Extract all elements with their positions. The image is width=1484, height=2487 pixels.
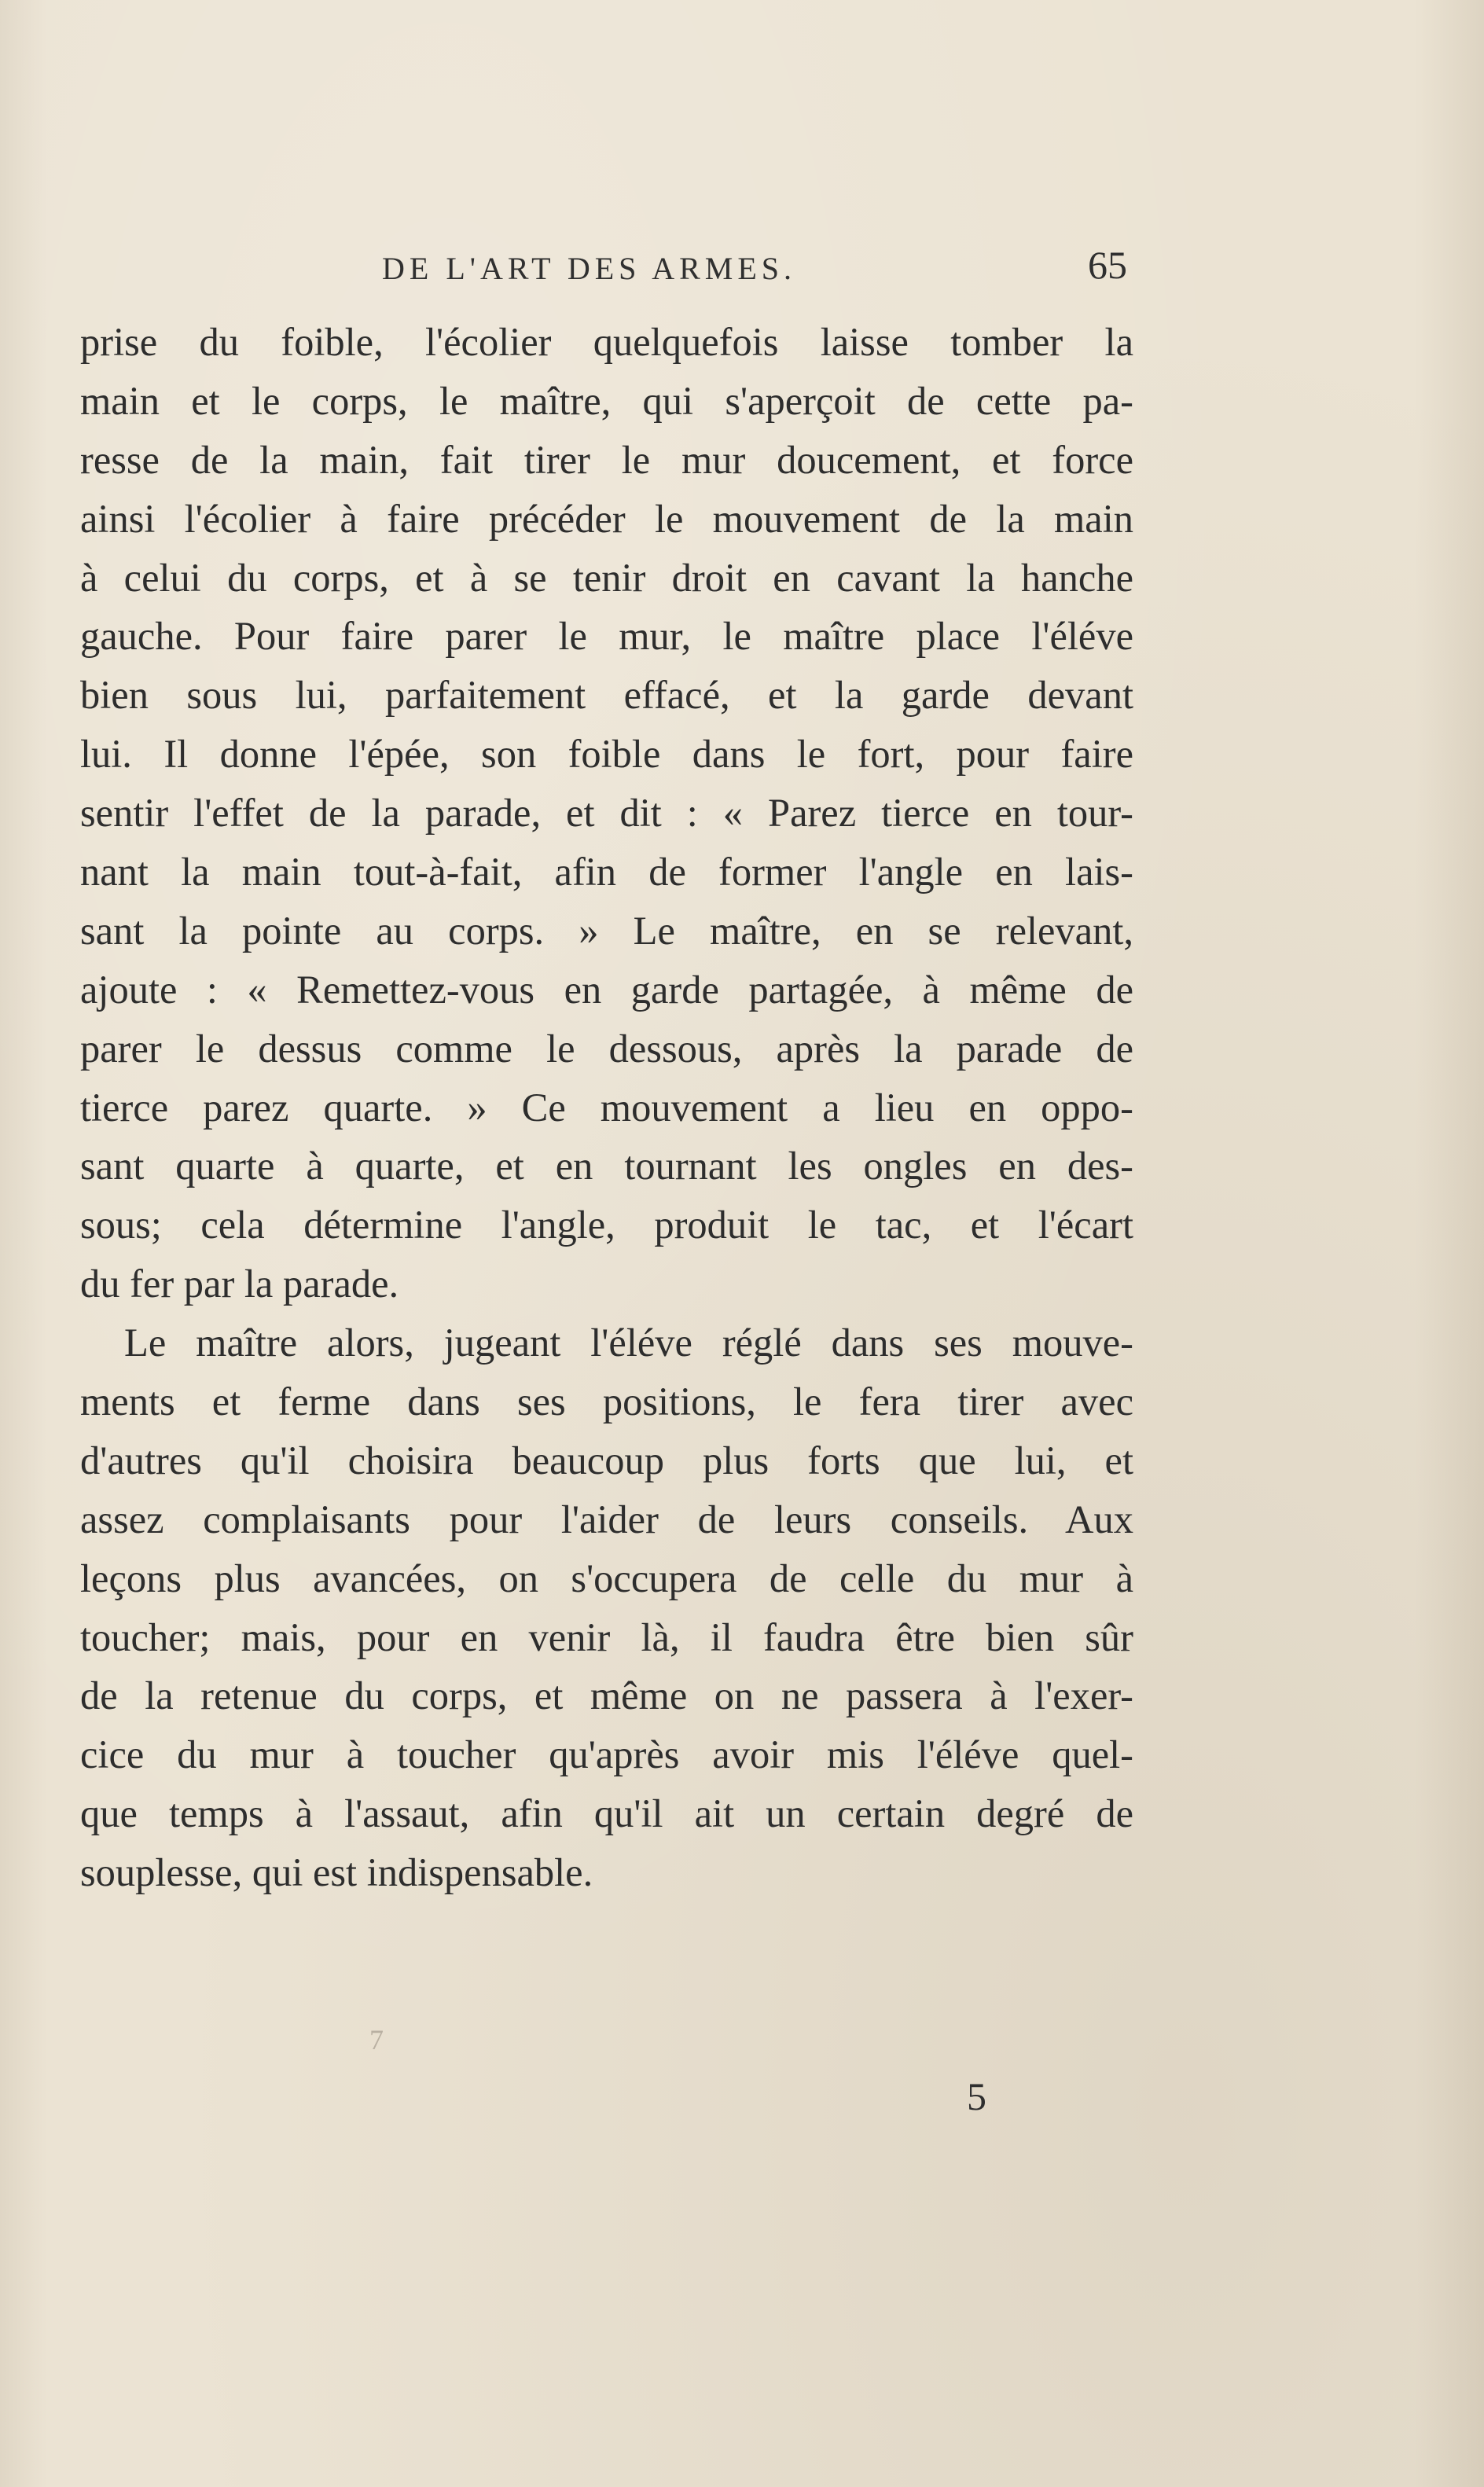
text-line: toucher; mais, pour en venir là, il faudra être bien sûr xyxy=(80,1615,1133,1659)
signature-mark: 5 xyxy=(967,2074,986,2118)
text-line: parer le dessus comme le dessous, après la parade de xyxy=(80,1026,1133,1071)
text-line: ments et ferme dans ses positions, le fera tirer avec xyxy=(80,1379,1133,1424)
text-line: de la retenue du corps, et même on ne passera à l'exer- xyxy=(80,1673,1133,1718)
text-line: leçons plus avancées, on s'occupera de celle du mur à xyxy=(80,1556,1133,1600)
text-line: sentir l'effet de la parade, et dit : « Parez tierce en tour- xyxy=(80,791,1133,836)
text-line: main et le corps, le maître, qui s'aperçoit de cette pa- xyxy=(80,378,1133,423)
paragraph-end-line: souplesse, qui est indispensable. xyxy=(80,1850,593,1895)
text-line: ainsi l'écolier à faire précéder le mouvement de la main xyxy=(80,496,1133,541)
body-text xyxy=(80,313,1133,1902)
text-line: sant quarte à quarte, et en tournant les ongles en des- xyxy=(80,1144,1133,1188)
text-line: que temps à l'assaut, afin qu'il ait un certain degré de xyxy=(80,1791,1133,1836)
paragraph-end-line: du fer par la parade. xyxy=(80,1262,399,1306)
text-line: prise du foible, l'écolier quelquefois laisse tomber la xyxy=(80,320,1133,364)
text-line: nant la main tout-à-fait, afin de former l'angle en lais- xyxy=(80,850,1133,895)
text-line: bien sous lui, parfaitement effacé, et la garde devant xyxy=(80,673,1133,718)
text-line: lui. Il donne l'épée, son foible dans le fort, pour faire xyxy=(80,732,1133,777)
text-line: d'autres qu'il choisira beaucoup plus forts que lui, et xyxy=(80,1438,1133,1482)
page-number: 65 xyxy=(1088,243,1127,287)
text-line: tierce parez quarte. » Ce mouvement a lieu en oppo- xyxy=(80,1085,1133,1130)
running-title: DE L'ART DES ARMES. xyxy=(382,251,797,286)
paragraph-first-line: Le maître alors, jugeant l'éléve réglé dans ses mouve- xyxy=(124,1321,1133,1365)
text-line: gauche. Pour faire parer le mur, le maître place l'éléve xyxy=(80,614,1133,659)
text-line: à celui du corps, et à se tenir droit en cavant la hanche xyxy=(80,555,1133,600)
text-line: sant la pointe au corps. » Le maître, en se relevant, xyxy=(80,908,1133,953)
text-line: assez complaisants pour l'aider de leurs conseils. Aux xyxy=(80,1497,1133,1541)
text-line: sous; cela détermine l'angle, produit le tac, et l'écart xyxy=(80,1203,1133,1247)
text-line: cice du mur à toucher qu'après avoir mis l'éléve quel- xyxy=(80,1732,1133,1777)
text-line: resse de la main, fait tirer le mur doucement, et force xyxy=(80,437,1133,482)
marginal-pencil-mark: 7 xyxy=(369,2024,384,2055)
text-line: ajoute : « Remettez-vous en garde partagée, à même de xyxy=(80,967,1133,1012)
